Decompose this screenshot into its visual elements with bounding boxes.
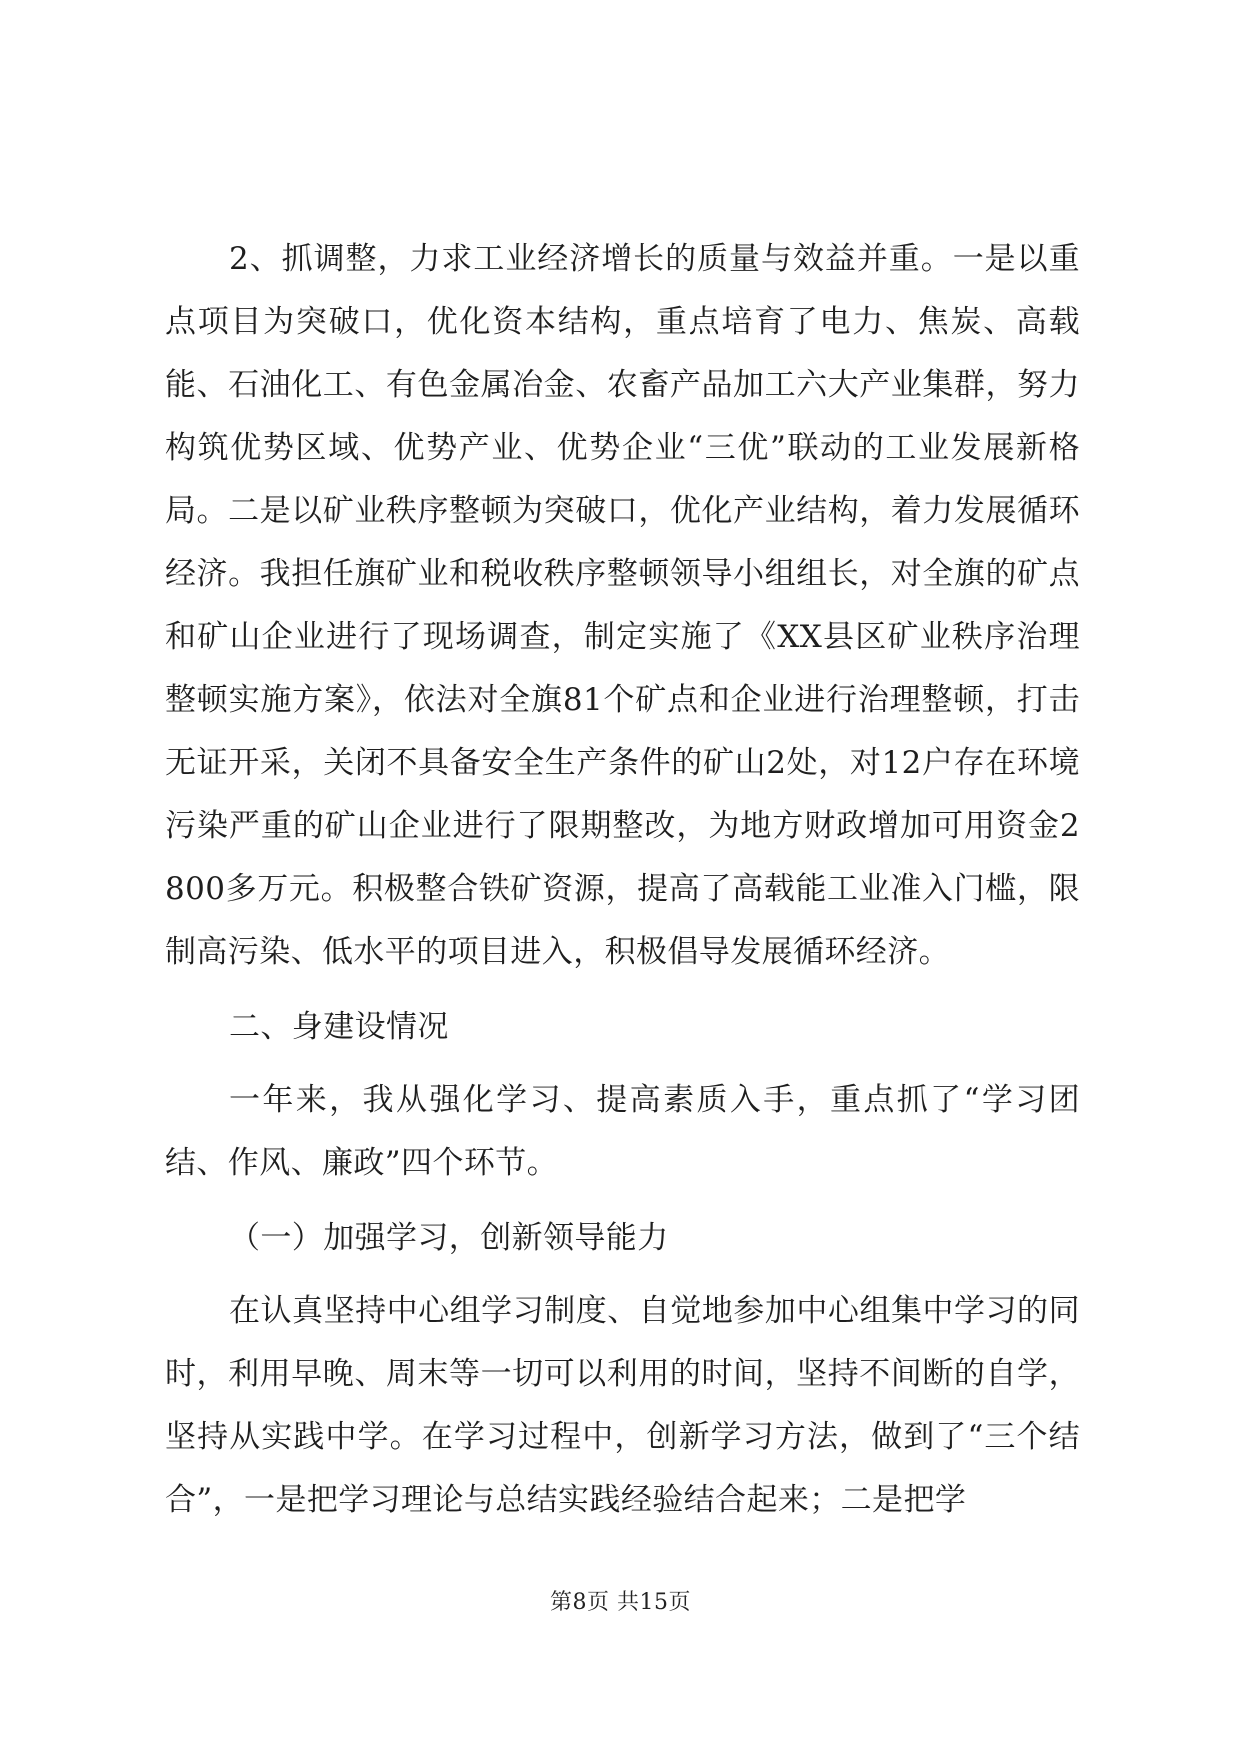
section-heading-self-building: 二、身建设情况 (229, 1009, 449, 1045)
paragraph-year-summary: 一年来，我从强化学习、提高素质入手，重点抓了“学习团结、作风、廉政”四个环节。 (165, 1082, 1080, 1181)
paragraph-study-practice: 在认真坚持中心组学习制度、自觉地参加中心组集中学习的同时，利用早晚、周末等一切可以利用的时间，坚持不间断的自学，坚持从实践中学。在学习过程中，创新学习方法，做到了“三个结合”，一是把学习理论与总结实践经验结合起来；二是把学 (165, 1293, 1080, 1518)
subsection-heading-strengthen-learning: （一）加强学习，创新领导能力 (229, 1220, 669, 1256)
document-body (165, 228, 1080, 1544)
paragraph-industrial-adjustment: 2、抓调整，力求工业经济增长的质量与效益并重。一是以重点项目为突破口，优化资本结构，重点培育了电力、焦炭、高载能、石油化工、有色金属冶金、农畜产品加工六大产业集群，努力构筑优势区域、优势产业、优势企业“三优”联动的工业发展新格局。二是以矿业秩序整顿为突破口，优化产业结构，着力发展循环经济。我担任旗矿业和税收秩序整顿领导小组组长，对全旗的矿点和矿山企业进行了现场调查，制定实施了《XX县区矿业秩序治理整顿实施方案》，依法对全旗81个矿点和企业进行治理整顿，打击无证开采，关闭不具备安全生产条件的矿山2处，对12户存在环境污染严重的矿山企业进行了限期整改，为地方财政增加可用资金2800多万元。积极整合铁矿资源，提高了高载能工业准入门槛，限制高污染、低水平的项目进入，积极倡导发展循环经济。 (165, 241, 1080, 970)
page-number: 第8页 共15页 (550, 1590, 691, 1615)
